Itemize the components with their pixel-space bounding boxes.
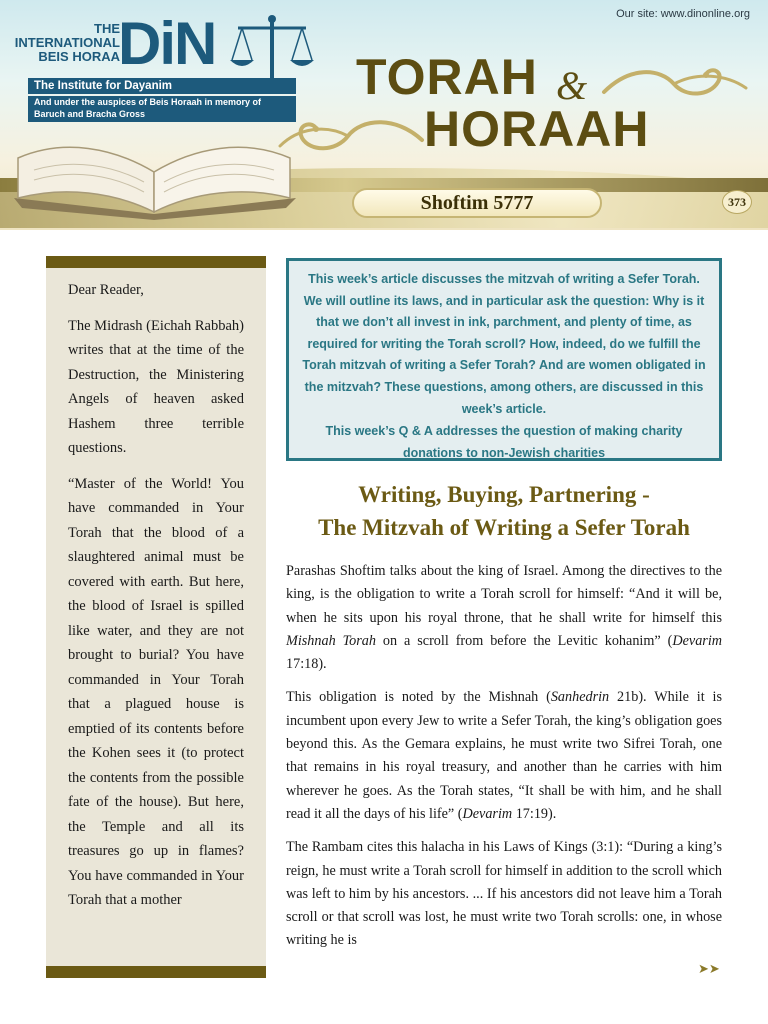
auspices-banner: And under the auspices of Beis Horaah in memory of Baruch and Bracha Gross [28, 96, 296, 122]
article-title-line-2: The Mitzvah of Writing a Sefer Torah [318, 515, 690, 540]
text-run: 17:18). [286, 656, 327, 673]
title-torah: TORAH [356, 49, 538, 105]
citation-source: Sanhedrin [550, 689, 610, 706]
open-book-icon [4, 128, 304, 220]
institute-banner: The Institute for Dayanim [28, 78, 296, 94]
summary-qa: This week’s Q & A addresses the question of making charity donations to non-Jewish charities [325, 424, 683, 460]
article-paragraph-3: The Rambam cites this halacha in his Laws of Kings (3:1): “During a king’s reign, he must write a Torah scroll for himself in addition to the scroll which was left to him by his ancestors. ... If his ancestors did not leave him a Torah scroll or that scroll was lost, he must write two Torah scrolls: one, in whose writing he is [286, 839, 722, 949]
summary-intro: This week’s article discusses the mitzvah of writing a Sefer Torah. We will outline its laws, and in particular ask the question: Why is it that we don’t all invest in ink, parchment, and plenty of time, as required for writing the Torah scroll? How, indeed, do we fulfill the Torah mitzvah of writing a Sefer Torah? And are women obligated in the mitzvah? These questions, among others, are discussed in this week’s article. [302, 272, 706, 416]
italic-term: Mishnah Torah [286, 632, 376, 649]
sidebar-top-rule [46, 256, 266, 268]
din-logo: DiN [118, 10, 216, 77]
letter-paragraph: The Midrash (Eichah Rabbah) writes that at the time of the Destruction, the Ministering Angels of heaven asked Hashem three terrible questions. [68, 317, 244, 456]
org-line-2: INTERNATIONAL [14, 35, 120, 50]
text-run: This obligation is noted by the Mishnah ( [286, 689, 551, 706]
org-line-1: THE [94, 21, 120, 36]
sidebar-bottom-rule [46, 966, 266, 978]
article-paragraph-1 [286, 560, 722, 676]
citation-source: Devarim [672, 632, 723, 649]
text-run: 21b). While it is incumbent upon every Jew to write a Sefer Torah, the king’s obligation goes beyond this. As the Gemara explains, he must write two Sifrei Torah, one that remains in his royal treasury, and another than he carries with him wherever he goes. As the Torah states, “It shall be with him, and he shall read it all the days of his life” ( [286, 689, 722, 822]
letter-paragraph: “Master of the World! You have commanded in Your Torah that the blood of a slaughtered animal must be covered with earth. But here, the blood of Israel is spilled like water, and they are not brought to burial? You have commanded in Your Torah that a plagued house is emptied of its contents before the Kohen sees it (to protect the contents from the possible fate of the house). But here, the Temple and all its treasures go up in flames? You have commanded in Your Torah that a mother [68, 475, 244, 908]
title-horaah: HORAAH [424, 101, 650, 157]
website-link[interactable]: Our site: www.dinonline.org [616, 8, 750, 20]
article-title-line-1: Writing, Buying, Partnering - [358, 482, 650, 507]
article-body [286, 560, 722, 963]
title-ampersand: & [556, 63, 588, 108]
article-paragraph-2 [286, 686, 722, 826]
article-summary-box [286, 258, 722, 461]
article-title [286, 478, 722, 544]
org-name [10, 22, 120, 64]
continue-arrow-icon[interactable]: ➤➤ [698, 962, 720, 977]
issue-number-badge: 373 [722, 190, 752, 214]
parsha-title: Shoftim 5777 [352, 188, 602, 218]
dear-reader-letter [68, 278, 244, 924]
text-run: on a scroll from before the Levitic kohanim” ( [375, 632, 673, 649]
text-run: 17:19). [512, 805, 557, 822]
citation-source: Devarim [462, 805, 513, 822]
org-line-3: BEIS HORAA [38, 49, 120, 64]
text-run: Parashas Shoftim talks about the king of Israel. Among the directives to the king, is the obligation to write a Torah scroll for himself: “And it will be, when he sits upon his royal throne, that he shall write for himself this [286, 563, 722, 626]
letter-greeting: Dear Reader, [68, 282, 144, 298]
